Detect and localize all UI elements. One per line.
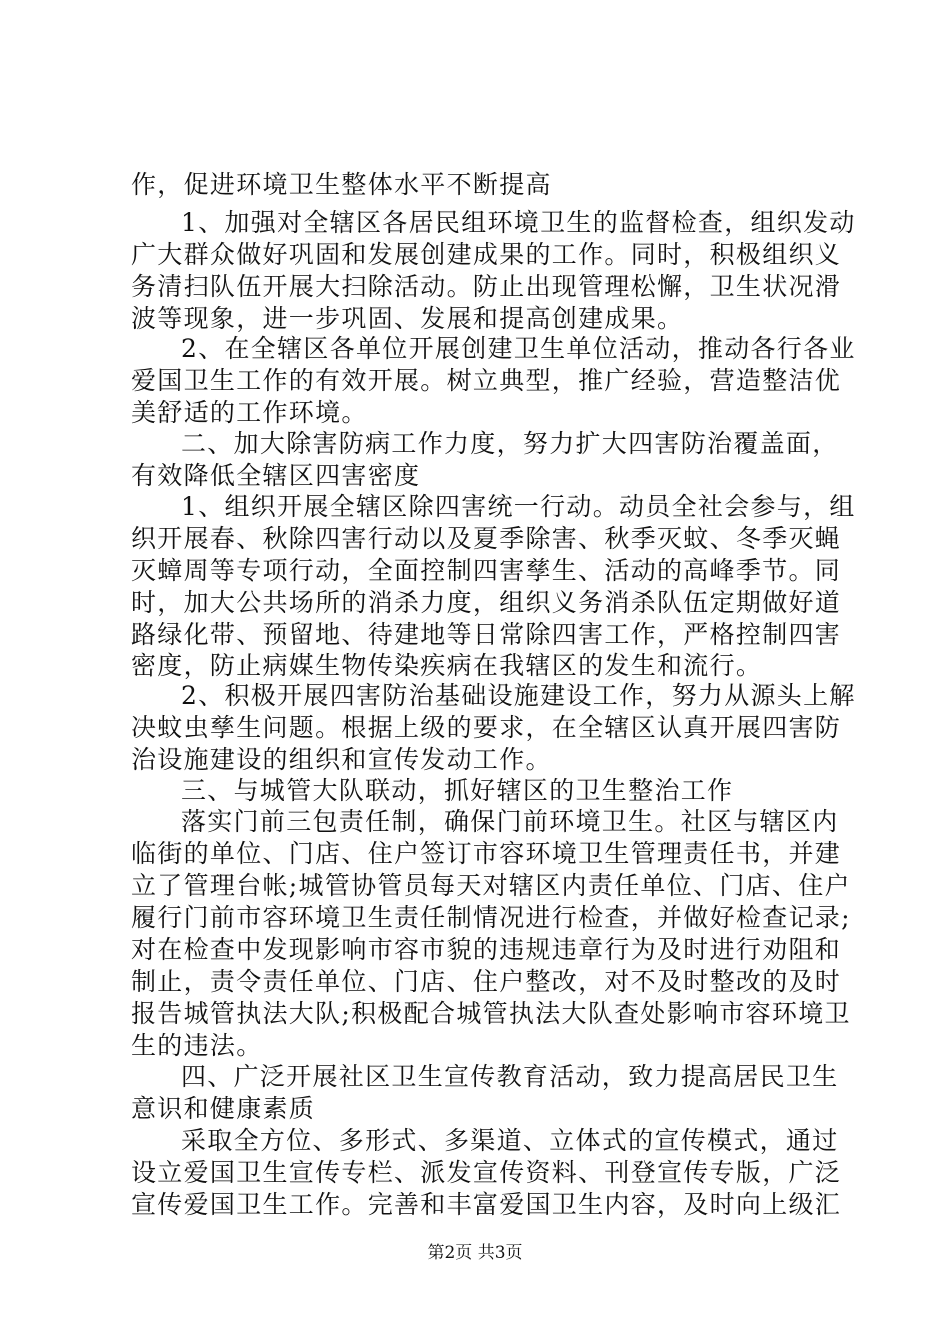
text-line: 灭蟑周等专项行动，全面控制四害孳生、活动的高峰季节。同 [131,556,842,585]
text-line: 宣传爱国卫生工作。完善和丰富爱国卫生内容，及时向上级汇 [131,1190,842,1219]
section-heading: 四、广泛开展社区卫生宣传教育活动，致力提高居民卫生 [181,1062,839,1091]
text-line: 设立爱国卫生宣传专栏、派发宣传资料、刊登宣传专版，广泛 [131,1158,842,1187]
text-line: 2、积极开展四害防治基础设施建设工作，努力从源头上解 [181,681,856,710]
text-line: 生的违法。 [131,1031,263,1060]
text-line: 履行门前市容环境卫生责任制情况进行检查，并做好检查记录; [131,903,851,932]
text-line: 立了管理台帐;城管协管员每天对辖区内责任单位、门店、住户 [131,871,851,900]
text-line: 制止，责令责任单位、门店、住户整改，对不及时整改的及时 [131,967,842,996]
text-line: 临街的单位、门店、住户签订市容环境卫生管理责任书，并建 [131,839,842,868]
text-line: 路绿化带、预留地、待建地等日常除四害工作，严格控制四害 [131,620,842,649]
text-line: 务清扫队伍开展大扫除活动。防止出现管理松懈，卫生状况滑 [131,272,842,301]
text-line: 爱国卫生工作的有效开展。树立典型，推广经验，营造整洁优 [131,366,842,395]
text-line: 采取全方位、多形式、多渠道、立体式的宣传模式，通过 [181,1126,839,1155]
section-heading: 二、加大除害防病工作力度，努力扩大四害防治覆盖面， [181,429,839,458]
text-line: 时，加大公共场所的消杀力度，组织义务消杀队伍定期做好道 [131,588,842,617]
text-line: 2、在全辖区各单位开展创建卫生单位活动，推动各行各业 [181,334,856,363]
text-line: 广大群众做好巩固和发展创建成果的工作。同时，积极组织义 [131,240,842,269]
text-line: 作，促进环境卫生整体水平不断提高 [131,170,552,199]
text-line: 报告城管执法大队;积极配合城管执法大队查处影响市容环境卫 [131,999,851,1028]
text-line: 织开展春、秋除四害行动以及夏季除害、秋季灭蚊、冬季灭蝇 [131,524,842,553]
text-line: 对在检查中发现影响市容市貌的违规违章行为及时进行劝阻和 [131,935,842,964]
text-line: 波等现象，进一步巩固、发展和提高创建成果。 [131,304,684,333]
text-line: 决蚊虫孳生问题。根据上级的要求，在全辖区认真开展四害防 [131,713,842,742]
text-line: 1、组织开展全辖区除四害统一行动。动员全社会参与，组 [181,492,856,521]
text-line: 落实门前三包责任制，确保门前环境卫生。社区与辖区内 [181,807,839,836]
text-line: 美舒适的工作环境。 [131,398,368,427]
text-line: 治设施建设的组织和宣传发动工作。 [131,745,552,774]
text-line: 密度，防止病媒生物传染疾病在我辖区的发生和流行。 [131,651,763,680]
text-line: 1、加强对全辖区各居民组环境卫生的监督检查，组织发动 [181,208,856,237]
section-heading: 有效降低全辖区四害密度 [131,461,421,490]
page-footer: 第2页 共3页 [427,1243,523,1263]
section-heading: 三、与城管大队联动，抓好辖区的卫生整治工作 [181,776,734,805]
section-heading: 意识和健康素质 [131,1094,316,1123]
